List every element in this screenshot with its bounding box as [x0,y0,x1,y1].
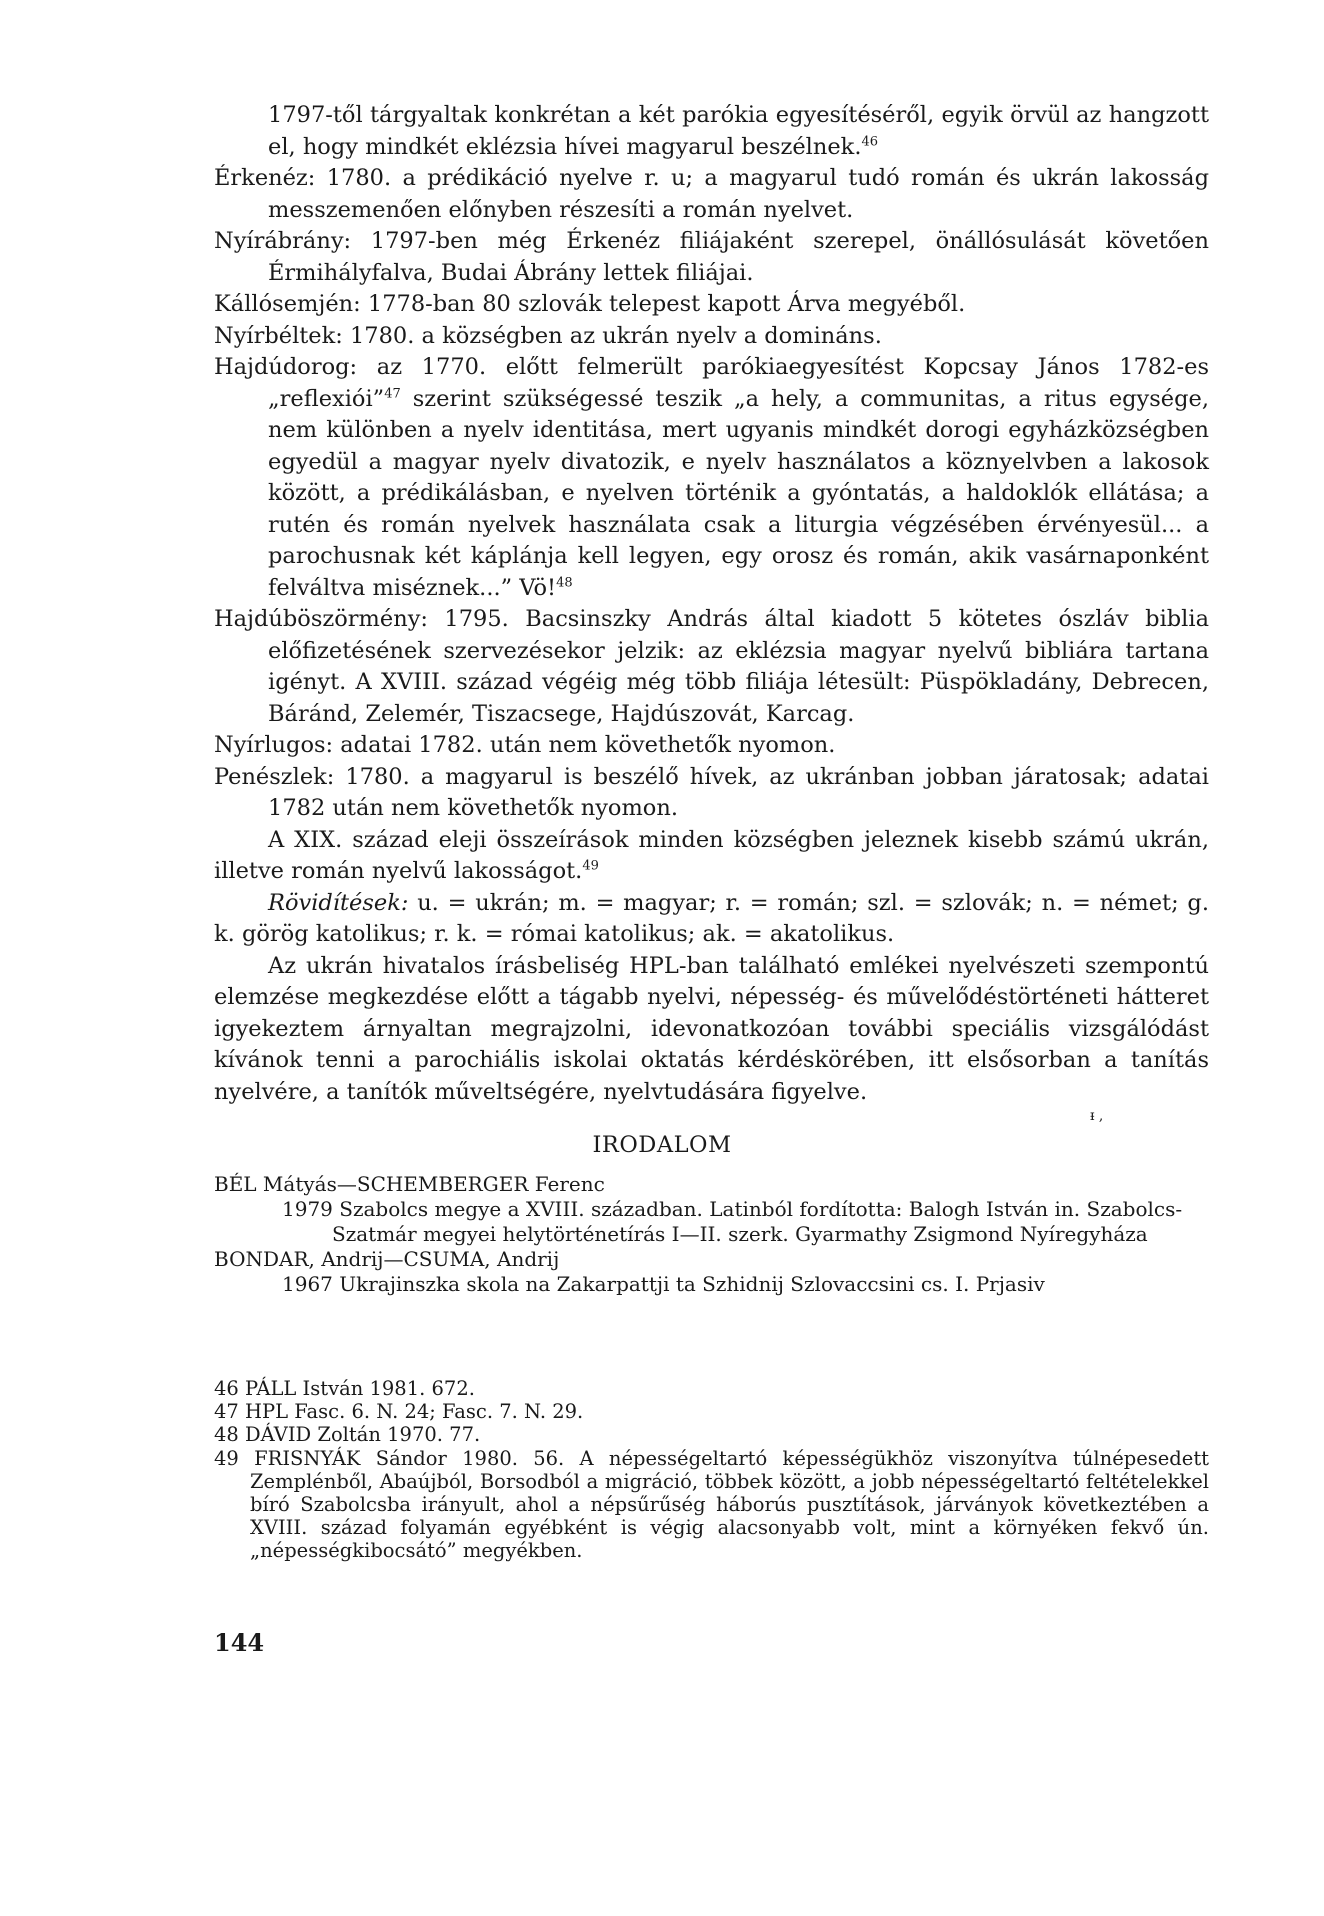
footnote-ref[interactable]: 47 [384,386,401,401]
footnotes [214,1377,1209,1563]
list-item: Nyírábrány: 1797-ben még Érkenéz filiájaként szerepel, önállósulását követően Érmihályfalva, Budai Ábrány lettek filiájai. [214,228,1209,286]
list-item: Hajdúböszörmény: 1795. Bacsinszky András által kiadott 5 kötetes ószláv biblia előfizetésének szervezésekor jelzik: az eklézsia magyar nyelvű bibliára tartana igényt. A XVIII. század végéig még több filiája létesült: Püspökladány, Debrecen, Báránd, Zelemér, Tiszacsege, Hajdúszovát, Karcag. [214,606,1209,727]
stray-mark: ᵻ , [1090,1108,1104,1124]
paragraph: Rövidítések: u. = ukrán; m. = magyar; r. = román; szl. = szlovák; n. = német; g. k. görög katolikus; r. k. = római katolikus; ak. = akatolikus. [214,889,1209,947]
paragraph: A XIX. század eleji összeírások minden községben jeleznek kisebb számú ukrán, illetve román nyelvű lakosságot.$^{49}$ [214,826,1209,884]
list-item: Penészlek: 1780. a magyarul is beszélő hívek, az ukránban jobban járatosak; adatai 1782 után nem követhetők nyomon. [214,763,1209,821]
section-heading: IRODALOM [592,1132,732,1158]
footnote: 48 DÁVID Zoltán 1970. 77. [214,1423,481,1447]
reference-author: BONDAR, Andrij—CSUMA, Andrij [214,1247,560,1271]
footnote: 49 FRISNYÁK Sándor 1980. 56. A népességeltartó képességükhöz viszonyítva túlnépesedett Zemplénből, Abaújból, Borsodból a migráció, többek között, a jobb népességeltartó feltételekkel bíró Szabolcsba irányult, ahol a népsűrűség háborús pusztítások, járványok következtében a XVIII. század folyamán egyébként is végig alacsonyabb volt, mint a környéken fekvő ún. „népességkibocsátó” megyékben. [214,1446,1210,1563]
list-item: Hajdúdorog: az 1770. előtt felmerült parókiaegyesítést Kopcsay János 1782-es „reflexiói”$^{47}$ szerint szükségessé teszik „a hely, a communitas, a ritus egysége, nem különben a nyelv identitása, mert ugyanis mindkét dorogi egyházközségben egyedül a magyar nyelv divatozik, e nyelv használatos a köznyelvben a lakosok között, a prédikálásban, e nyelven történik a gyóntatás, a haldoklók ellátása; a rutén és román nyelvek használata csak a liturgia végzésében érvényesül... a parochusnak két káplánja kell legyen, egy orosz és román, akik vasárnaponként felváltva miséznek...” Vö!$^{48}$ [214,354,1209,601]
paragraph: 1797-től tárgyaltak konkrétan a két parókia egyesítéséről, egyik örvül az hangzott el, hogy mindkét eklézsia hívei magyarul beszélnek.$^{46}$ [268,102,1209,160]
paragraph: Az ukrán hivatalos írásbeliség HPL-ban található emlékei nyelvészeti szempontú elemzése megkezdése előtt a tágabb nyelvi, népesség- és művelődéstörténeti hátteret igyekeztem árnyaltan megrajzolni, idevonatkozóan további speciális vizsgálódást kívánok tenni a parochiális iskolai oktatás kérdéskörében, itt elsősorban a tanítás nyelvére, a tanítók műveltségére, nyelvtudására figyelve. [214,952,1209,1105]
reference-work: 1967 Ukrajinszka skola na Zakarpattji ta Szhidnij Szlovaccsini cs. I. Prjasiv [282,1272,1045,1296]
footnote-ref[interactable]: 48 [556,575,573,590]
list-item: Nyírlugos: adatai 1782. után nem követhetők nyomon. [214,732,836,758]
footnote: 47 HPL Fasc. 6. N. 24; Fasc. 7. N. 29. [214,1400,584,1424]
reference-work: 1979 Szabolcs megye a XVIII. században. Latinból fordította: Balogh István in. Szabolcs-Szatmár megyei helytörténetírás I—II. szerk. Gyarmathy Zsigmond Nyíregyháza [282,1197,1183,1246]
page-number: 144 [214,1628,265,1657]
list-item: Kállósemjén: 1778-ban 80 szlovák telepest kapott Árva megyéből. [214,291,966,317]
footnote-ref[interactable]: 46 [861,134,879,149]
list-item: Érkenéz: 1780. a prédikáció nyelve r. u; a magyarul tudó román és ukrán lakosság messzemenően előnyben részesíti a román nyelvet. [214,165,1209,223]
footnote-ref[interactable]: 49 [582,858,599,874]
footnote: 46 PÁLL István 1981. 672. [214,1377,475,1400]
main-text [214,100,1209,1108]
references-list [214,1172,1209,1297]
reference-author: BÉL Mátyás—SCHEMBERGER Ferenc [214,1172,605,1196]
list-item: Nyírbéltek: 1780. a községben az ukrán nyelv a domináns. [214,322,882,349]
